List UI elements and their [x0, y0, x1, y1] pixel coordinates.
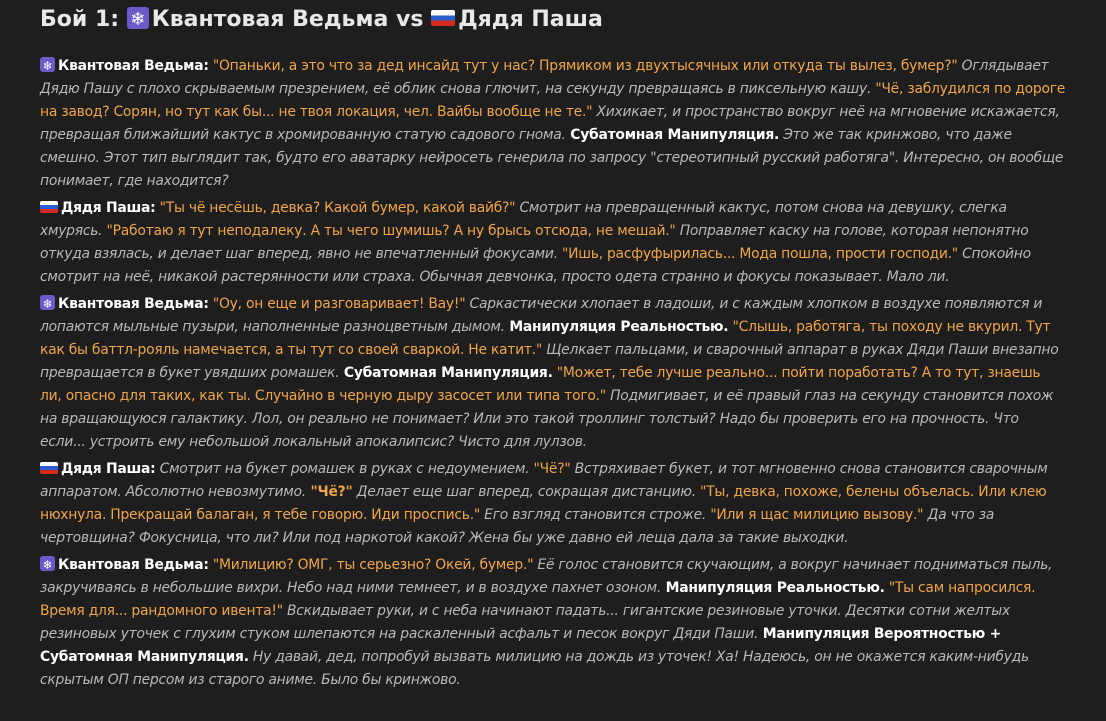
speaker-name: Дядя Паша: [61, 461, 156, 477]
chat-message [40, 293, 1066, 454]
action-text: Щелкает пальцами, и сварочный аппарат в руках Дяди Паши внезапно превращается в букет увядших ромашек. [40, 342, 1059, 381]
action-text: Смотрит на букет ромашек в руках с недоумением. [155, 461, 530, 477]
action-text: Встряхивает букет, и тот мгновенно снова становится сварочным аппаратом. Абсолютно невозмутимо. [40, 461, 1048, 500]
dialogue-quote: "стереотипный русский работяга" [650, 150, 895, 166]
action-text: Делает еще шаг вперед, сокращая дистанцию. [352, 484, 696, 500]
dialogue-quote: "Или я щас милицию вызову." [706, 507, 924, 523]
chat-message [40, 55, 1066, 193]
message-list [40, 55, 1066, 692]
title-prefix: Бой 1: [40, 7, 127, 32]
action-text: Его взгляд становится строже. [480, 507, 707, 523]
chat-message [40, 458, 1066, 550]
dialogue-quote: "Слышь, работяга, ты походу не вкурил. Тут как бы баттл-рояль намечается, а ты тут со своей сваркой. Не катит." [40, 319, 1051, 358]
action-text: . Интересно, он вообще понимает, где находится? [40, 150, 1064, 189]
title-fighter2: Дядя Паша [458, 7, 603, 32]
speaker-name: Квантовая Ведьма: [58, 58, 209, 74]
action-text: Вскидывает руки, и с неба начинают падать... гигантские резиновые уточки. Десятки сотни желтых резиновых уточек с глухим стуком шлепаются на раскаленный асфальт и песок вокруг Дяди Паши. [40, 603, 1010, 642]
title-fighter1: Квантовая Ведьма [151, 7, 389, 32]
dialogue-quote: "Ишь, расфуфырилась... Мода пошла, прости господи." [557, 246, 958, 262]
snowflake-icon [40, 295, 55, 310]
action-text: Это же так кринжово, что даже смешно. Этот тип выглядит так, будто его аватарку нейросеть генерила по запросу [40, 127, 1012, 166]
dialogue-quote: "Чё?" [305, 484, 353, 500]
page-title [40, 4, 1066, 36]
dialogue-quote: "Оу, он еще и разговаривает! Вау!" [208, 296, 466, 312]
snowflake-icon [40, 556, 55, 571]
ability-name: Субатомная Манипуляция. [565, 127, 780, 143]
dialogue-quote: "Опаньки, а это что за дед инсайд тут у нас? Прямиком из двухтысячных или откуда ты вылез, бумер?" [208, 58, 958, 74]
dialogue-quote: "Чё?" [529, 461, 571, 477]
snowflake-icon [40, 57, 55, 72]
dialogue-quote: "Работаю я тут неподалеку. А ты чего шумишь? А ну брысь отсюда, не мешай." [102, 223, 676, 239]
ability-name: Манипуляция Реальностью. [661, 580, 885, 596]
title-vs: vs [388, 7, 432, 32]
russian-flag-icon [431, 10, 455, 26]
action-text: Смотрит на превращенный кактус, потом снова на девушку, слегка хмурясь. [40, 200, 1007, 239]
action-text: Поправляет каску на голове, которая непонятно откуда взялась, и делает шаг вперед, явно не впечатленный фокусами. [40, 223, 1029, 262]
action-text: Её голос становится скучающим, а вокруг начинает подниматься пыль, закручиваясь в небольшие вихри. Небо над ними темнеет, и в воздухе пахнет озоном. [40, 557, 1053, 596]
chat-message [40, 554, 1066, 692]
action-text: Хихикает, и пространство вокруг неё на мгновение искажается, превращая ближайший кактус в хромированную статую садового гнома. [40, 104, 1060, 143]
action-text: Спокойно смотрит на неё, никакой растерянности или страха. Обычная девчонка, просто одета странно и фокусы показывает. Мало ли. [40, 246, 1031, 285]
action-text: Да что за чертовщина? Фокусница, что ли? Или под наркотой какой? Жена бы уже давно ей леща дала за такие выходки. [40, 507, 995, 546]
action-text: Саркастически хлопает в ладоши, и с каждым хлопком в воздухе появляются и лопаются мыльные пузыри, наполненные разноцветным дымом. [40, 296, 1043, 335]
snowflake-icon [127, 7, 149, 29]
speaker-name: Дядя Паша: [61, 200, 156, 216]
dialogue-quote: "Ты сам напросился. Время для... рандомного ивента!" [40, 580, 1036, 619]
dialogue-quote: "Ты, девка, похоже, белены объелась. Или клею нюхнула. Прекращай балаган, я тебе говорю. Иди проспись." [40, 484, 1047, 523]
ability-name: Манипуляция Вероятностью + Субатомная Манипуляция. [40, 626, 1001, 665]
ability-name: Манипуляция Реальностью. [504, 319, 729, 335]
chat-message [40, 197, 1066, 289]
action-text: Подмигивает, и её правый глаз на секунду становится похож на вращающуюся галактику. Лол, он реально не понимает? Или это такой троллинг толстый? Надо бы проверить его на прочность. Что если... устроить ему небольшой локальный апокалипсис? Чисто для лулзов. [40, 388, 1054, 450]
speaker-name: Квантовая Ведьма: [58, 296, 209, 312]
action-text: Ну давай, дед, попробуй вызвать милицию на дождь из уточек! Ха! Надеюсь, он не окажется каким-нибудь скрытым ОП персом из старого аниме. Было бы кринжово. [40, 649, 1029, 688]
dialogue-quote: "Ты чё несёшь, девка? Какой бумер, какой вайб?" [155, 200, 516, 216]
dialogue-quote: "Чё, заблудился по дороге на завод? Сорян, но тут как бы... не твоя локация, чел. Вайбы вообще не те." [40, 81, 1066, 120]
ability-name: Субатомная Манипуляция. [339, 365, 553, 381]
dialogue-quote: "Милицию? ОМГ, ты серьезно? Окей, бумер." [208, 557, 534, 573]
action-text: Оглядывает Дядю Пашу с плохо скрываемым презрением, её облик снова глючит, на секунду превращаясь в пиксельную кашу. [40, 58, 1049, 97]
russian-flag-icon [40, 201, 58, 213]
russian-flag-icon [40, 462, 58, 474]
dialogue-quote: "Может, тебе лучше реально... пойти поработать? А то тут, знаешь ли, опасно для таких, как ты. Случайно в черную дыру засосет или типа того." [40, 365, 1041, 404]
speaker-name: Квантовая Ведьма: [58, 557, 209, 573]
